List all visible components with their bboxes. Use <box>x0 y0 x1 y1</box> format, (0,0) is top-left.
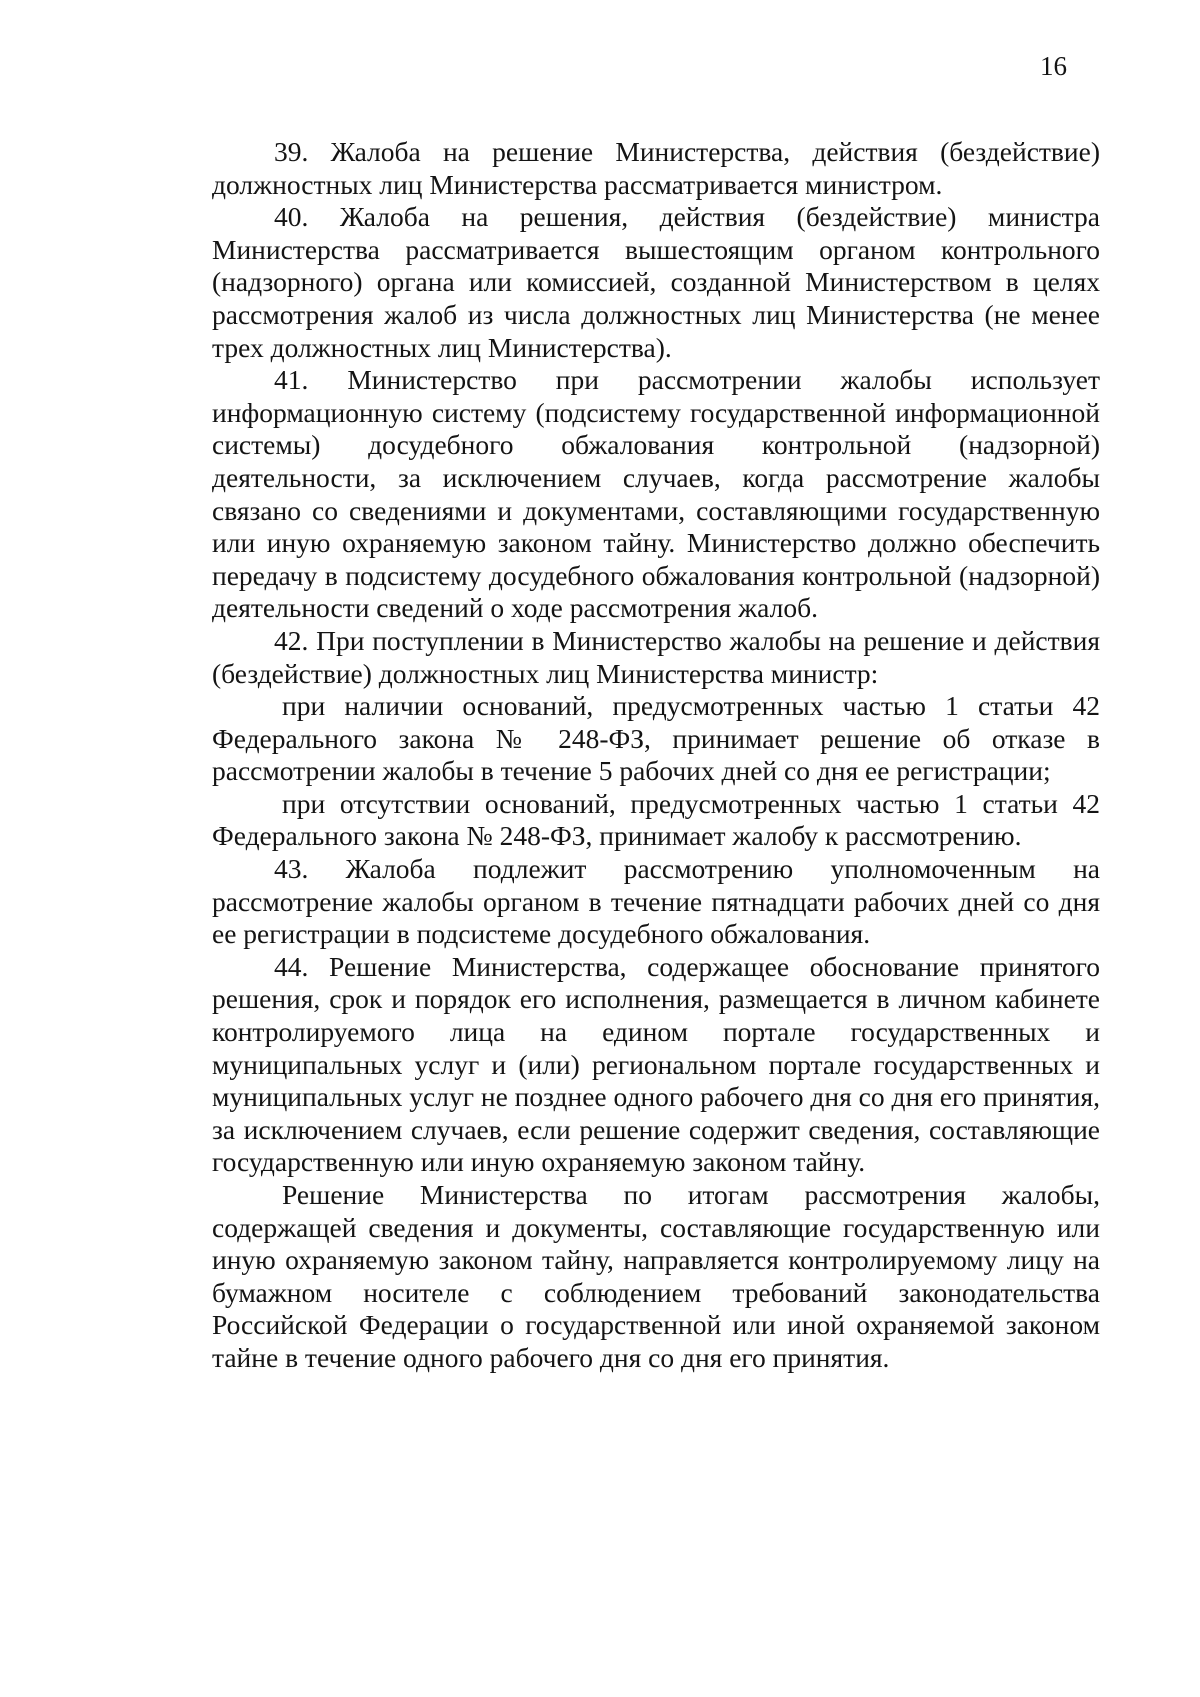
paragraph-40: 40. Жалоба на решения, действия (бездействие) министра Министерства рассматривается вышестоящим органом контрольного (надзорного) органа или комиссией, созданной Министерством в целях рассмотрения жалоб из числа должностных лиц Министерства (не менее трех должностных лиц Министерства). <box>212 201 1100 363</box>
document-body <box>212 136 1100 1375</box>
paragraph-42: 42. При поступлении в Министерство жалобы на решение и действия (бездействие) должностных лиц Министерства министр: <box>212 624 1100 689</box>
page-number: 16 <box>1040 51 1067 81</box>
paragraph-44-decision: Решение Министерства по итогам рассмотрения жалобы, содержащей сведения и документы, составляющие государственную или иную охраняемую законом тайну, направляется контролируемому лицу на бумажном носителе с соблюдением требований законодательства Российской Федерации о государственной или иной охраняемой законом тайне в течение одного рабочего дня со дня его принятия. <box>212 1179 1100 1373</box>
paragraph-42-item-1: при наличии оснований, предусмотренных частью 1 статьи 42 Федерального закона № 248-ФЗ, принимает решение об отказе в рассмотрении жалобы в течение 5 рабочих дней со дня ее регистрации; <box>212 690 1100 787</box>
paragraph-43: 43. Жалоба подлежит рассмотрению уполномоченным на рассмотрение жалобы органом в течение пятнадцати рабочих дней со дня ее регистрации в подсистеме досудебного обжалования. <box>212 853 1100 950</box>
paragraph-41: 41. Министерство при рассмотрении жалобы использует информационную систему (подсистему государственной информационной системы) досудебного обжалования контрольной (надзорной) деятельности, за исключением случаев, когда рассмотрение жалобы связано со сведениями и документами, составляющими государственную или иную охраняемую законом тайну. Министерство должно обеспечить передачу в подсистему досудебного обжалования контрольной (надзорной) деятельности сведений о ходе рассмотрения жалоб. <box>212 364 1100 624</box>
paragraph-42-item-2: при отсутствии оснований, предусмотренных частью 1 статьи 42 Федерального закона № 248-ФЗ, принимает жалобу к рассмотрению. <box>212 787 1100 852</box>
paragraph-39: 39. Жалоба на решение Министерства, действия (бездействие) должностных лиц Министерства рассматривается министром. <box>212 136 1100 200</box>
paragraph-44: 44. Решение Министерства, содержащее обоснование принятого решения, срок и порядок его исполнения, размещается в личном кабинете контролируемого лица на едином портале государственных и муниципальных услуг и (или) региональном портале государственных и муниципальных услуг не позднее одного рабочего дня со дня его принятия, за исключением случаев, если решение содержит сведения, составляющие государственную или иную охраняемую законом тайну. <box>212 950 1100 1178</box>
